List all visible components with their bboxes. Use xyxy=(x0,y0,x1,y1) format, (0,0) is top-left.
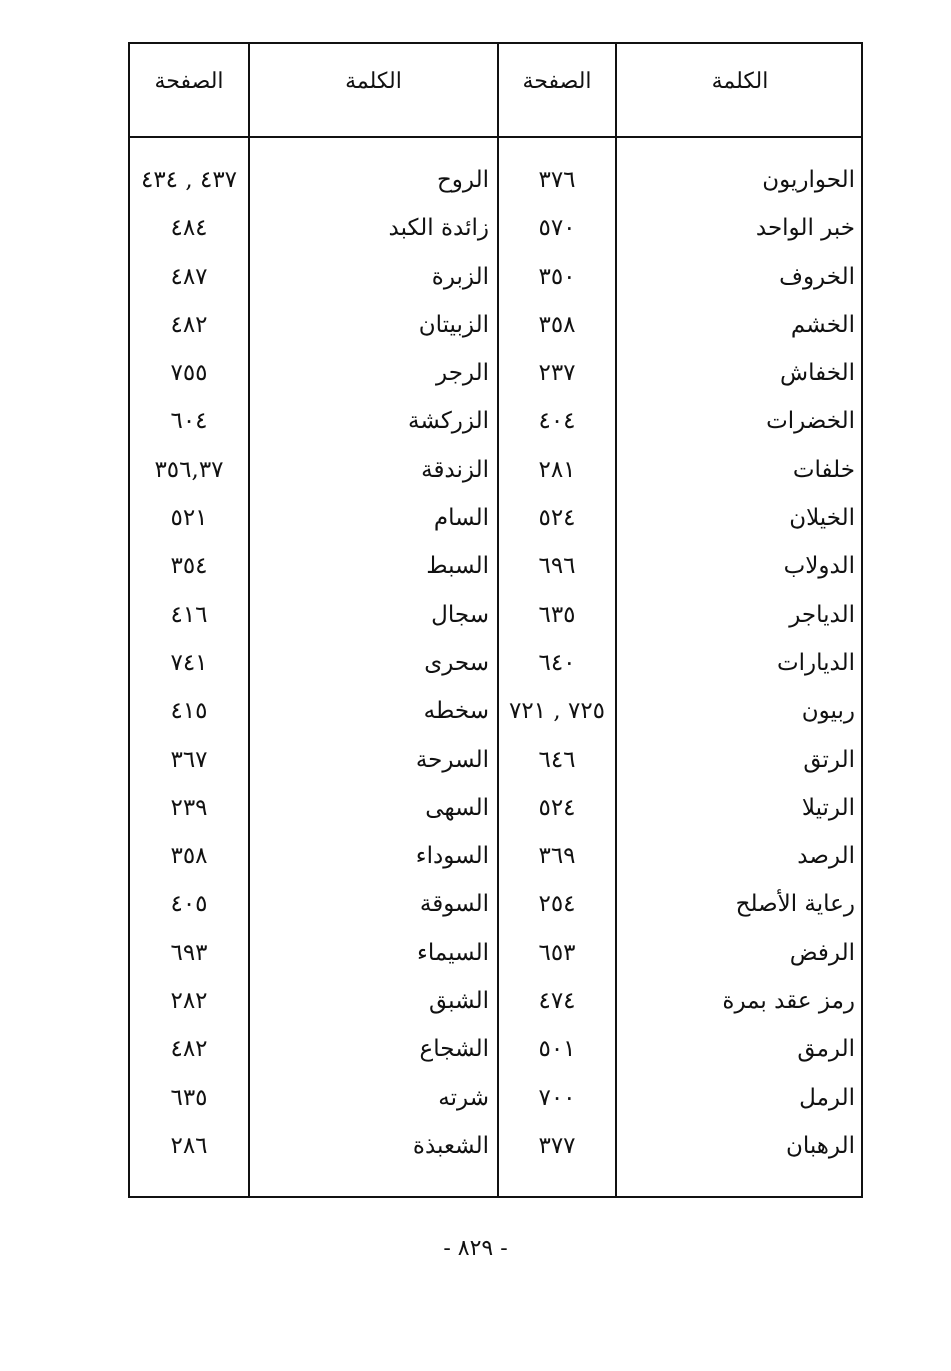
table-row xyxy=(130,977,861,1025)
table-row xyxy=(130,253,861,301)
entry-page: ٦٣٥ xyxy=(538,601,576,628)
entry-page: ٧٤١ xyxy=(170,649,208,676)
table-row xyxy=(130,1122,861,1170)
table-row xyxy=(130,784,861,832)
entry-word: الروح xyxy=(436,167,489,193)
entry-word: الحواريون xyxy=(762,167,855,193)
entry-word: الخشم xyxy=(790,311,855,338)
entry-page: ٥٢٤ xyxy=(538,505,576,532)
table-row xyxy=(130,1074,861,1122)
entry-word: الرفض xyxy=(789,939,855,966)
entry-word: الرتق xyxy=(803,746,855,773)
table-row xyxy=(130,301,861,349)
entry-page: ٤٨٢ xyxy=(170,1036,208,1063)
table-row xyxy=(130,639,861,687)
entry-word: السبط xyxy=(426,553,489,580)
entry-page: ٣٥٦,٣٧ xyxy=(154,456,224,483)
entry-page: ٤٨٤ xyxy=(170,215,208,242)
entry-page: ٥٠١ xyxy=(538,1036,576,1063)
index-rows xyxy=(130,156,861,1170)
entry-page: ٣٥٤ xyxy=(170,553,208,580)
table-row xyxy=(130,880,861,928)
entry-word: الشبق xyxy=(428,988,489,1015)
entry-page: ٥٢١ xyxy=(170,505,208,532)
entry-word: الخفاش xyxy=(780,360,855,387)
entry-word: رمز عقد بمرة xyxy=(722,988,855,1015)
header-word-left: الكلمة xyxy=(345,69,402,94)
entry-page: ٢٨١ xyxy=(538,456,576,483)
entry-page: ٣٦٧ xyxy=(170,746,208,773)
table-row xyxy=(130,1025,861,1073)
entry-word: الدياجر xyxy=(789,601,855,628)
entry-word: شرته xyxy=(438,1084,489,1111)
entry-word: الرصد xyxy=(797,843,855,870)
entry-page: ٤١٥ xyxy=(170,698,208,725)
entry-word: السام xyxy=(433,505,489,532)
entry-word: السهى xyxy=(425,794,489,821)
table-row xyxy=(130,542,861,590)
entry-word: الرمل xyxy=(799,1084,855,1111)
entry-word: الخيلان xyxy=(789,505,855,532)
table-row xyxy=(130,494,861,542)
entry-page: ٣٥٠ xyxy=(538,263,576,290)
entry-word: الخضرات xyxy=(766,408,855,435)
table-row xyxy=(130,591,861,639)
page-number: - ٨٢٩ - xyxy=(443,1236,508,1261)
entry-word: رعاية الأصلح xyxy=(735,891,855,918)
entry-word: سجال xyxy=(431,601,489,628)
entry-page: ٤١٦ xyxy=(170,601,208,628)
entry-page: ٤٨٧ xyxy=(170,263,208,290)
entry-word: الزبرة xyxy=(431,263,489,290)
entry-page: ٢٣٩ xyxy=(170,794,208,821)
entry-word: ربيون xyxy=(801,698,855,725)
table-row xyxy=(130,397,861,445)
entry-word: الشجاع xyxy=(419,1036,489,1063)
entry-word: الزبيتان xyxy=(418,311,489,338)
entry-word: سخطه xyxy=(423,698,489,725)
entry-page: ٣٦٩ xyxy=(538,843,576,870)
entry-page: ٣٧٧ xyxy=(538,1132,576,1159)
entry-page: ٢٥٤ xyxy=(538,891,576,918)
entry-page: ٦٠٤ xyxy=(170,408,208,435)
entry-word: الدولاب xyxy=(783,553,855,580)
entry-page: ٢٨٦ xyxy=(170,1132,208,1159)
entry-page: ٦٤٠ xyxy=(538,649,576,676)
entry-page: ٢٨٢ xyxy=(170,988,208,1015)
entry-page: ٦٤٦ xyxy=(538,746,576,773)
table-row xyxy=(130,446,861,494)
header-divider xyxy=(130,136,861,138)
entry-page: ٥٢٤ xyxy=(538,794,576,821)
entry-page: ٣٥٨ xyxy=(538,311,576,338)
entry-page: ٤٠٤ xyxy=(538,408,576,435)
table-row xyxy=(130,349,861,397)
entry-word: خلفات xyxy=(792,456,855,483)
entry-word: خبر الواحد xyxy=(755,215,855,242)
entry-word: السيماء xyxy=(417,939,489,966)
entry-page: ٣٥٨ xyxy=(170,843,208,870)
entry-page: ٥٧٠ xyxy=(538,215,576,242)
entry-word: الشعبذة xyxy=(412,1132,489,1159)
entry-page: ٤٧٤ xyxy=(538,988,576,1015)
table-row xyxy=(130,929,861,977)
entry-word: الرتيلا xyxy=(801,794,855,821)
entry-page: ٦٥٣ xyxy=(538,939,576,966)
entry-word: زائدة الكبد xyxy=(388,215,489,242)
entry-word: الرهبان xyxy=(785,1132,855,1159)
entry-word: الخروف xyxy=(779,263,855,290)
entry-page: ٤٣٧ , ٤٣٤ xyxy=(140,167,238,193)
entry-page: ٦٩٣ xyxy=(170,939,208,966)
entry-word: السوداء xyxy=(415,843,489,870)
entry-page: ٣٧٦ xyxy=(538,167,576,193)
entry-page: ٦٣٥ xyxy=(170,1084,208,1111)
entry-word: الديارات xyxy=(776,649,855,676)
index-table xyxy=(128,42,863,1198)
entry-page: ٧٢٥ , ٧٢١ xyxy=(508,698,606,725)
entry-word: الزركشة xyxy=(408,408,489,435)
entry-page: ٤٨٢ xyxy=(170,311,208,338)
entry-page: ٤٠٥ xyxy=(170,891,208,918)
table-row xyxy=(130,156,861,204)
entry-word: الرجر xyxy=(436,360,489,387)
entry-word: الزندقة xyxy=(421,456,489,483)
header-page-right: الصفحة xyxy=(522,69,592,94)
entry-word: الرمق xyxy=(797,1036,855,1063)
entry-page: ٧٥٥ xyxy=(170,360,208,387)
table-row xyxy=(130,736,861,784)
table-row xyxy=(130,204,861,252)
header-page-left: الصفحة xyxy=(154,69,224,94)
table-row xyxy=(130,832,861,880)
entry-word: سحرى xyxy=(424,649,489,676)
entry-page: ٧٠٠ xyxy=(538,1084,576,1111)
entry-word: السوقة xyxy=(419,891,489,918)
entry-page: ٢٣٧ xyxy=(538,360,576,387)
header-word-right: الكلمة xyxy=(711,69,769,94)
entry-word: السرحة xyxy=(415,746,489,773)
table-row xyxy=(130,687,861,735)
entry-page: ٦٩٦ xyxy=(538,553,576,580)
